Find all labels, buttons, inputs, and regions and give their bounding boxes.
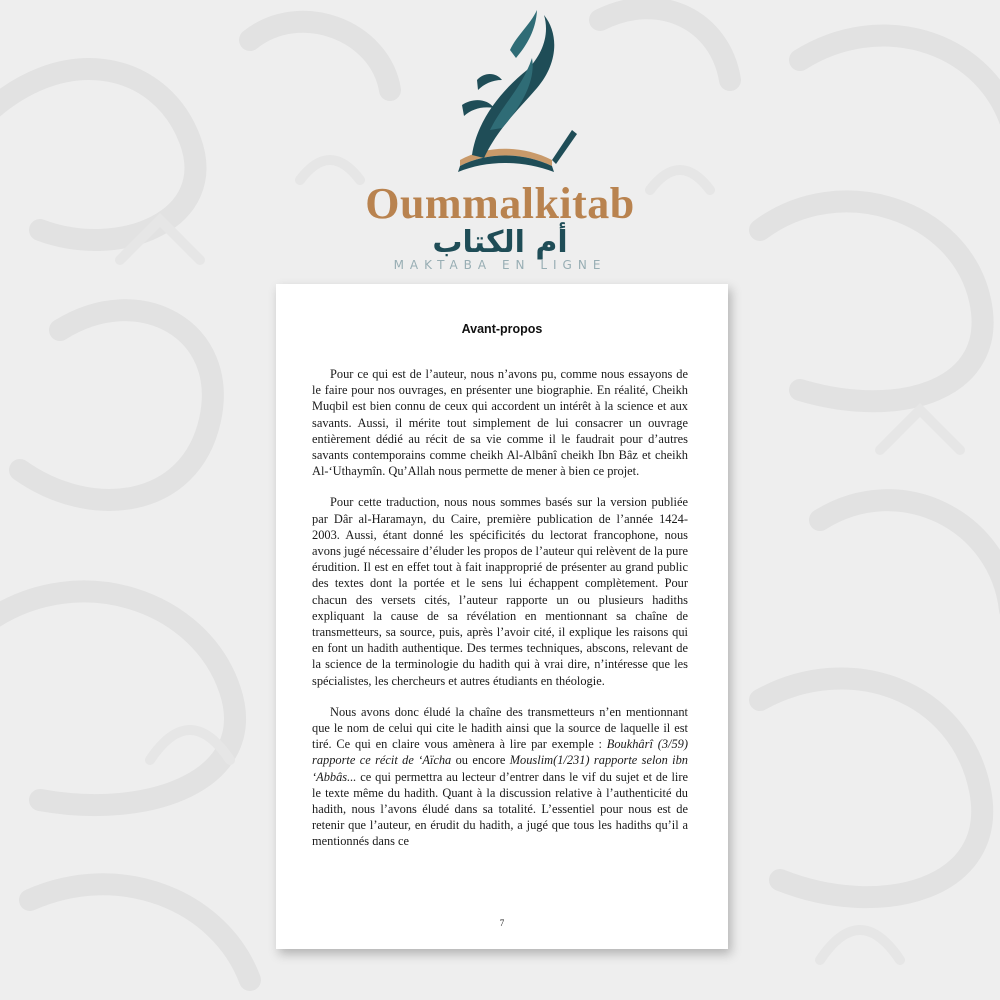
paragraph-3-text: Nous avons donc éludé la chaîne des transmetteurs n’en mentionnant que le nom de celui qui cite le hadith ainsi que la source de laquelle il est tiré. Ce qui en claire vous amènera à lire par exemple : — [312, 704, 688, 752]
paragraph-1: Pour ce qui est de l’auteur, nous n’avons pu, comme nous essayons de le faire pour nos ouvrages, en présenter une biographie. En réalité, Cheikh Muqbil est bien connu de ceux qui accordent un intérêt à la science et aux savants. Aussi, il mérite tout simplement de lui consacrer un ouvrage entièrement dédié au récit de sa vie comme il le faudrait pour d’autres savants contemporains comme cheikh Al-Albânî cheikh Ibn Bâz et cheikh Al-‘Uthaymîn. Qu’Allah nous permette de mener à bien ce projet. — [312, 367, 688, 479]
brand-tagline: MAKTABA EN LIGNE — [393, 258, 607, 272]
page-body — [312, 366, 688, 865]
paragraph-3 — [312, 704, 688, 850]
page-number: 7 — [499, 918, 505, 928]
paragraph-3-continuation: ce qui permettra au lecteur d’entrer dans le vif du sujet et de lire le texte même du hadith. Quant à la discussion relative à l’authenticité du hadith, nous l’avons éludé dans sa totalité. L’essentiel pour nous est de retenir que l’auteur, en érudit du hadith, a jugé que tous les hadiths qu’il a mentionnés dans ce — [312, 769, 688, 849]
page-title: Avant-propos — [461, 322, 543, 336]
brand-name: Oummalkitab — [365, 179, 635, 228]
book-page — [276, 284, 728, 949]
paragraph-3-connector: ou encore — [451, 753, 510, 768]
brand-header — [0, 0, 1000, 280]
citation-mouslim: Mouslim(1/231) rapporte selon ibn ‘Abbâs... — [312, 753, 688, 784]
paragraph-2: Pour cette traduction, nous nous sommes basés sur la version publiée par Dâr al-Haramayn, du Caire, première publication de l’année 1424-2003. Aussi, étant donné les spécificités du lectorat francophone, nous avons jugé nécessaire d’éluder les propos de l’auteur qui relèvent de la pure érudition. Il est en effet tout à fait inapproprié de présenter au grand public des textes dont la portée et le sens lui échappent complètement. Pour chacun des versets cités, l’auteur rapporte un ou plusieurs hadiths expliquant la cause de sa révélation en mentionnant sa chaîne de transmetteurs, sa source, puis, après l’avoir cité, il explique les raisons qui en font un hadith authentique. Des termes techniques, abscons, relevant de la science de la terminologie du hadith qui à vrai dire, n’intéresse que les spécialistes, les chercheurs et autres étudiants en théologie. — [312, 495, 688, 688]
quill-book-logo — [432, 10, 582, 180]
citation-boukhari: Boukhârî (3/59) rapporte ce récit de ‘Aïcha — [312, 737, 688, 768]
brand-arabic-name: أم الكتاب — [432, 225, 568, 260]
